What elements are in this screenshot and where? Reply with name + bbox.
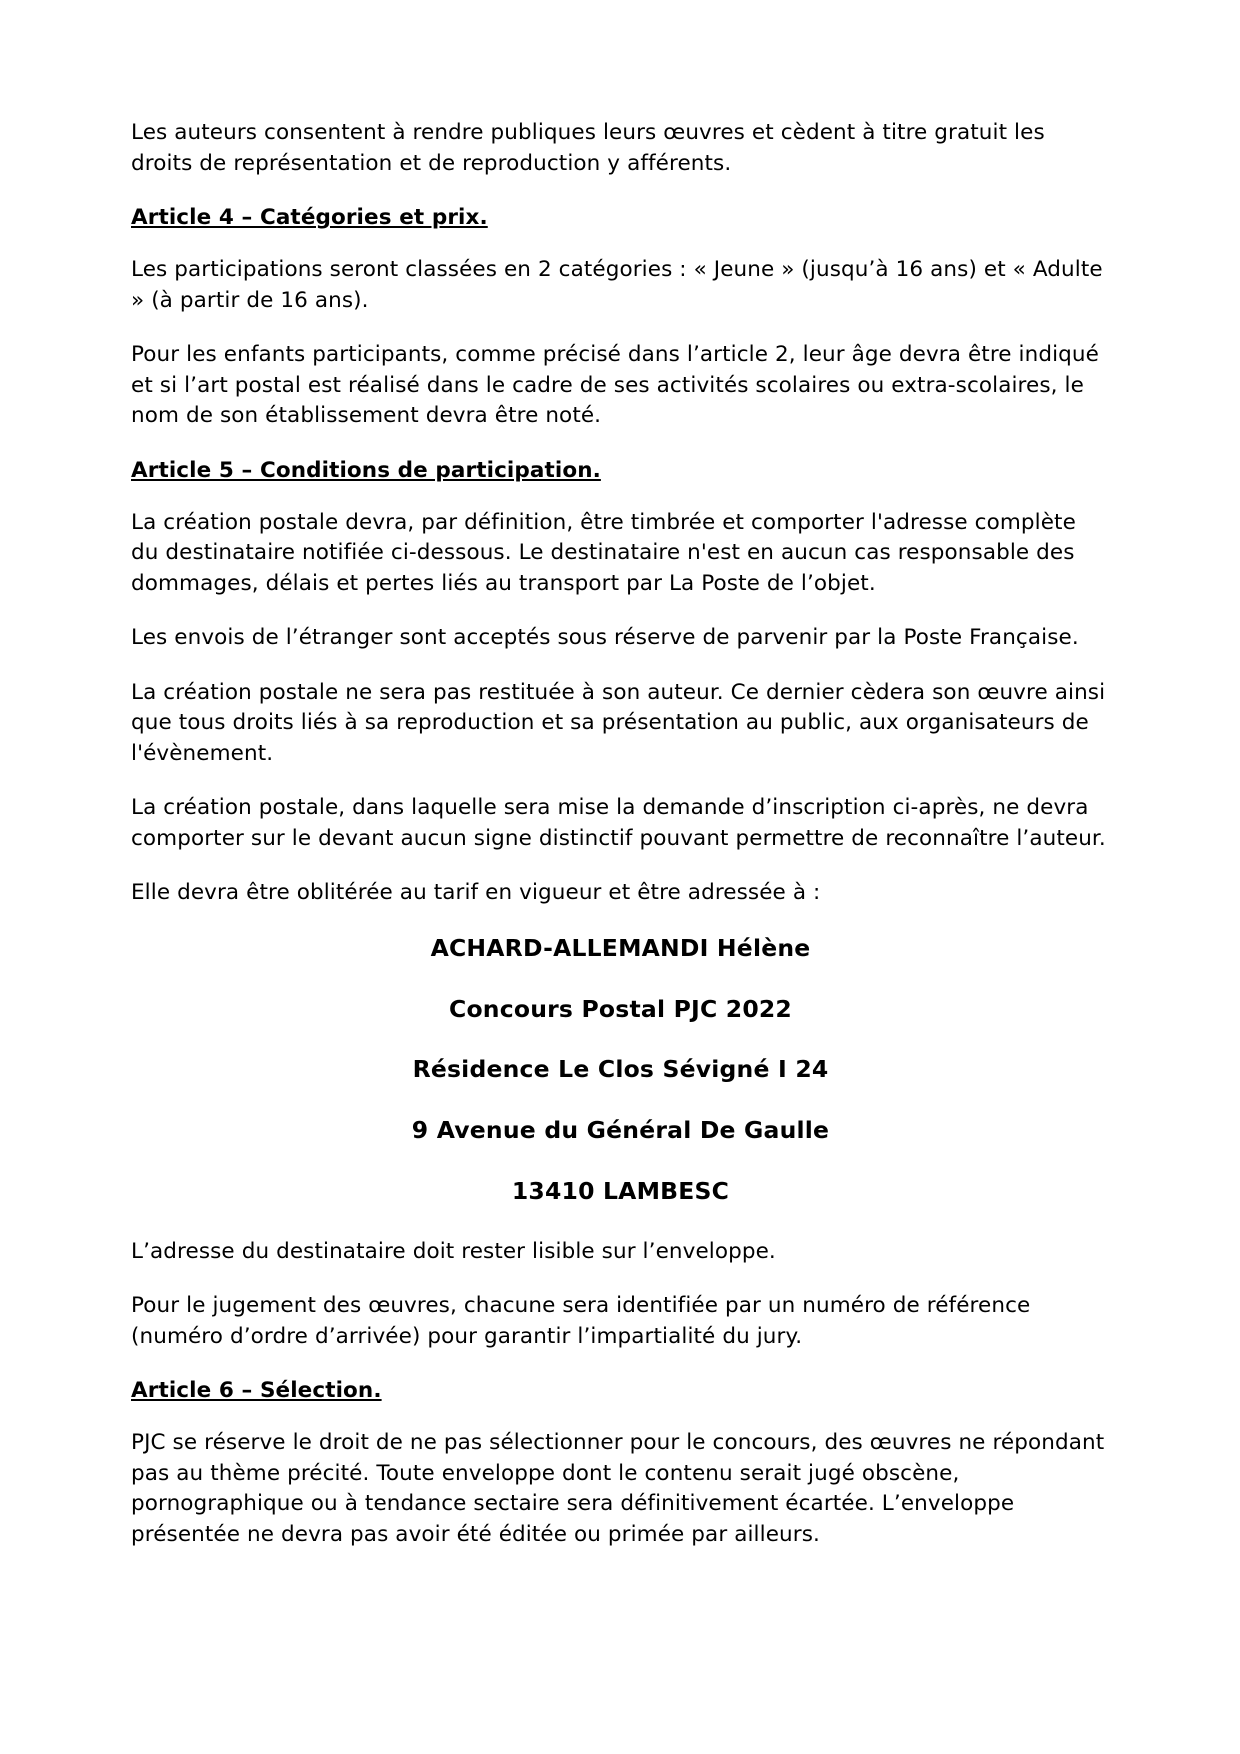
address-line-street: 9 Avenue du Général De Gaulle bbox=[411, 1116, 830, 1145]
address-line-contest: Concours Postal PJC 2022 bbox=[449, 994, 792, 1023]
paragraph-address-legibility: L’adresse du destinataire doit rester lisible sur l’enveloppe. bbox=[131, 1238, 776, 1264]
paragraph-article5-foreign-mail: Les envois de l’étranger sont acceptés sous réserve de parvenir par la Poste Française. bbox=[131, 625, 1079, 651]
paragraph-article6-selection: PJC se réserve le droit de ne pas sélectionner pour le concours, des œuvres ne répondant pas au thème précité. Toute enveloppe dont le contenu serait jugé obscène, pornographique ou à tendance sectaire sera définitivement écartée. L’enveloppe présentée ne devra pas avoir été éditée ou primée par ailleurs. bbox=[131, 1430, 1105, 1547]
paragraph-article4-children: Pour les enfants participants, comme précisé dans l’article 2, leur âge devra être indiqué et si l’art postal est réalisé dans le cadre de ses activités scolaires ou extra-scolaires, le nom de son établissement devra être noté. bbox=[131, 342, 1099, 429]
paragraph-article5-no-return: La création postale ne sera pas restituée à son auteur. Ce dernier cèdera son œuvre ainsi que tous droits liés à sa reproduction et sa présentation au public, aux organisateurs de l'évènement. bbox=[131, 679, 1106, 766]
heading-article-6: Article 6 – Sélection. bbox=[131, 1378, 382, 1404]
paragraph-article5-postal-creation: La création postale devra, par définition, être timbrée et comporter l'adresse complète du destinataire notifiée ci-dessous. Le destinataire n'est en aucun cas responsable des dommages, délais et pertes liés au transport par La Poste de l’objet. bbox=[131, 509, 1076, 596]
recipient-address bbox=[131, 933, 1110, 1208]
heading-article-5: Article 5 – Conditions de participation. bbox=[131, 457, 601, 483]
heading-article-4: Article 4 – Catégories et prix. bbox=[131, 205, 488, 231]
paragraph-intro: Les auteurs consentent à rendre publiques leurs œuvres et cèdent à titre gratuit les droits de représentation et de reproduction y afférents. bbox=[131, 120, 1045, 176]
address-line-city: 13410 LAMBESC bbox=[511, 1176, 730, 1205]
address-line-name: ACHARD-ALLEMANDI Hélène bbox=[430, 933, 811, 962]
paragraph-article5-anonymity: La création postale, dans laquelle sera mise la demande d’inscription ci-après, ne devra comporter sur le devant aucun signe distinctif pouvant permettre de reconnaître l’auteur. bbox=[131, 795, 1106, 851]
paragraph-article4-categories: Les participations seront classées en 2 catégories : « Jeune » (jusqu’à 16 ans) et « Adulte » (à partir de 16 ans). bbox=[131, 257, 1103, 313]
paragraph-jury-reference: Pour le jugement des œuvres, chacune sera identifiée par un numéro de référence (numéro d’ordre d’arrivée) pour garantir l’impartialité du jury. bbox=[131, 1293, 1031, 1349]
paragraph-article5-send-to: Elle devra être oblitérée au tarif en vigueur et être adressée à : bbox=[131, 880, 821, 906]
address-line-residence: Résidence Le Clos Sévigné I 24 bbox=[412, 1055, 829, 1084]
